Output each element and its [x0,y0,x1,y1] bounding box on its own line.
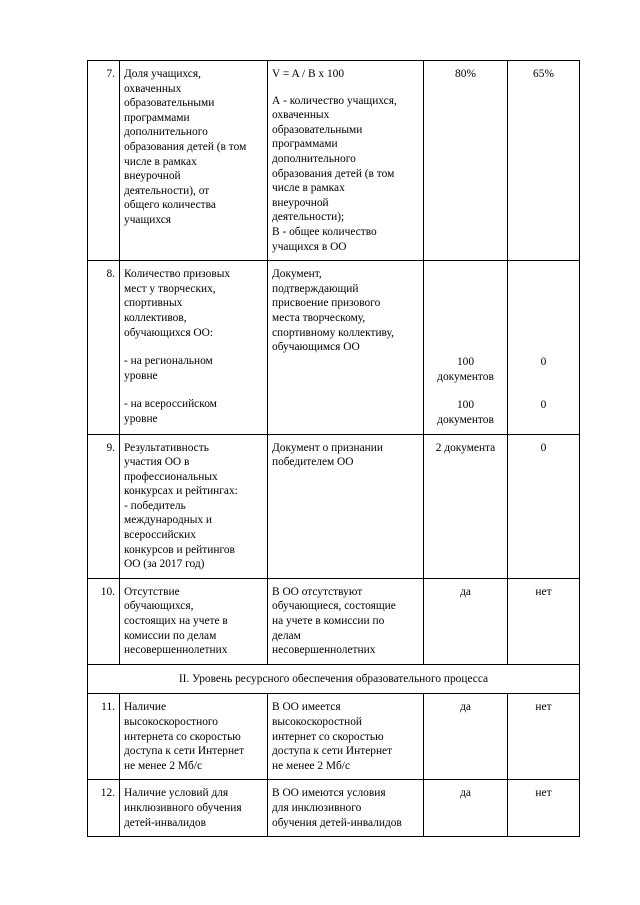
row-number: 10. [88,578,120,664]
target-value: 80% [424,61,508,261]
target-value: 100 документов 100 документов [424,261,508,434]
document-cell: В ОО отсутствуют обучающиеся, состоящие на учете в комиссии по делам несовершеннолетних [268,578,424,664]
indicator-table [87,60,580,837]
indicator-name: Наличие условий для инклюзивного обучения детей-инвалидов [120,780,268,837]
section-row [88,664,580,694]
target-value: да [424,578,508,664]
document-cell: Документ о признании победителем ОО [268,434,424,578]
table-row [88,578,580,664]
row-number: 11. [88,694,120,780]
actual-value: нет [508,780,580,837]
table-row [88,261,580,434]
indicator-name: Результативность участия ОО в профессиональных конкурсах и рейтингах: - победитель международных и всероссийских конкурсов и рейтингов ОО (за 2017 год) [120,434,268,578]
document-cell: В ОО имеются условия для инклюзивного обучения детей-инвалидов [268,780,424,837]
formula: V = A / B x 100 [272,68,345,80]
indicator-name: Доля учащихся, охваченных образовательными программами дополнительного образования детей (в том числе в рамках внеурочной деятельности), от общего количества учащихся [120,61,268,261]
table-row [88,434,580,578]
document-cell: Документ, подтверждающий присвоение призового места творческому, спортивному коллективу, обучающимся ОО [268,261,424,434]
table-row [88,61,580,261]
sub-regional: - на региональном [124,355,213,368]
target-value: 2 документа [424,434,508,578]
row-number: 9. [88,434,120,578]
document-cell: В ОО имеется высокоскоростной интернет со скоростью доступа к сети Интернет не менее 2 Мб/с [268,694,424,780]
indicator-name: Наличие высокоскоростного интернета со скоростью доступа к сети Интернет не менее 2 Мб/с [120,694,268,780]
indicator-name: Отсутствие обучающихся, состоящих на учете в комиссии по делам несовершеннолетних [120,578,268,664]
row-number: 12. [88,780,120,837]
table-row [88,780,580,837]
section-title: II. Уровень ресурсного обеспечения образовательного процесса [88,664,580,694]
row-number: 8. [88,261,120,434]
actual-value: 0 0 [508,261,580,434]
actual-value: нет [508,694,580,780]
formula-cell: V = A / B x 100 А - количество учащихся, охваченных образовательными программами дополнительного образования детей (в том числе в рамках внеурочной деятельности); В - общее количество учащихся в ОО [268,61,424,261]
actual-value: 0 [508,434,580,578]
sub-national: - на всероссийском [124,398,217,411]
actual-value: 65% [508,61,580,261]
table-row [88,694,580,780]
row-number: 7. [88,61,120,261]
target-value: да [424,780,508,837]
indicator-name: Количество призовых мест у творческих, спортивных коллективов, обучающихся ОО: - на региональном уровне - на всероссийском уровне [120,261,268,434]
target-value: да [424,694,508,780]
actual-value: нет [508,578,580,664]
